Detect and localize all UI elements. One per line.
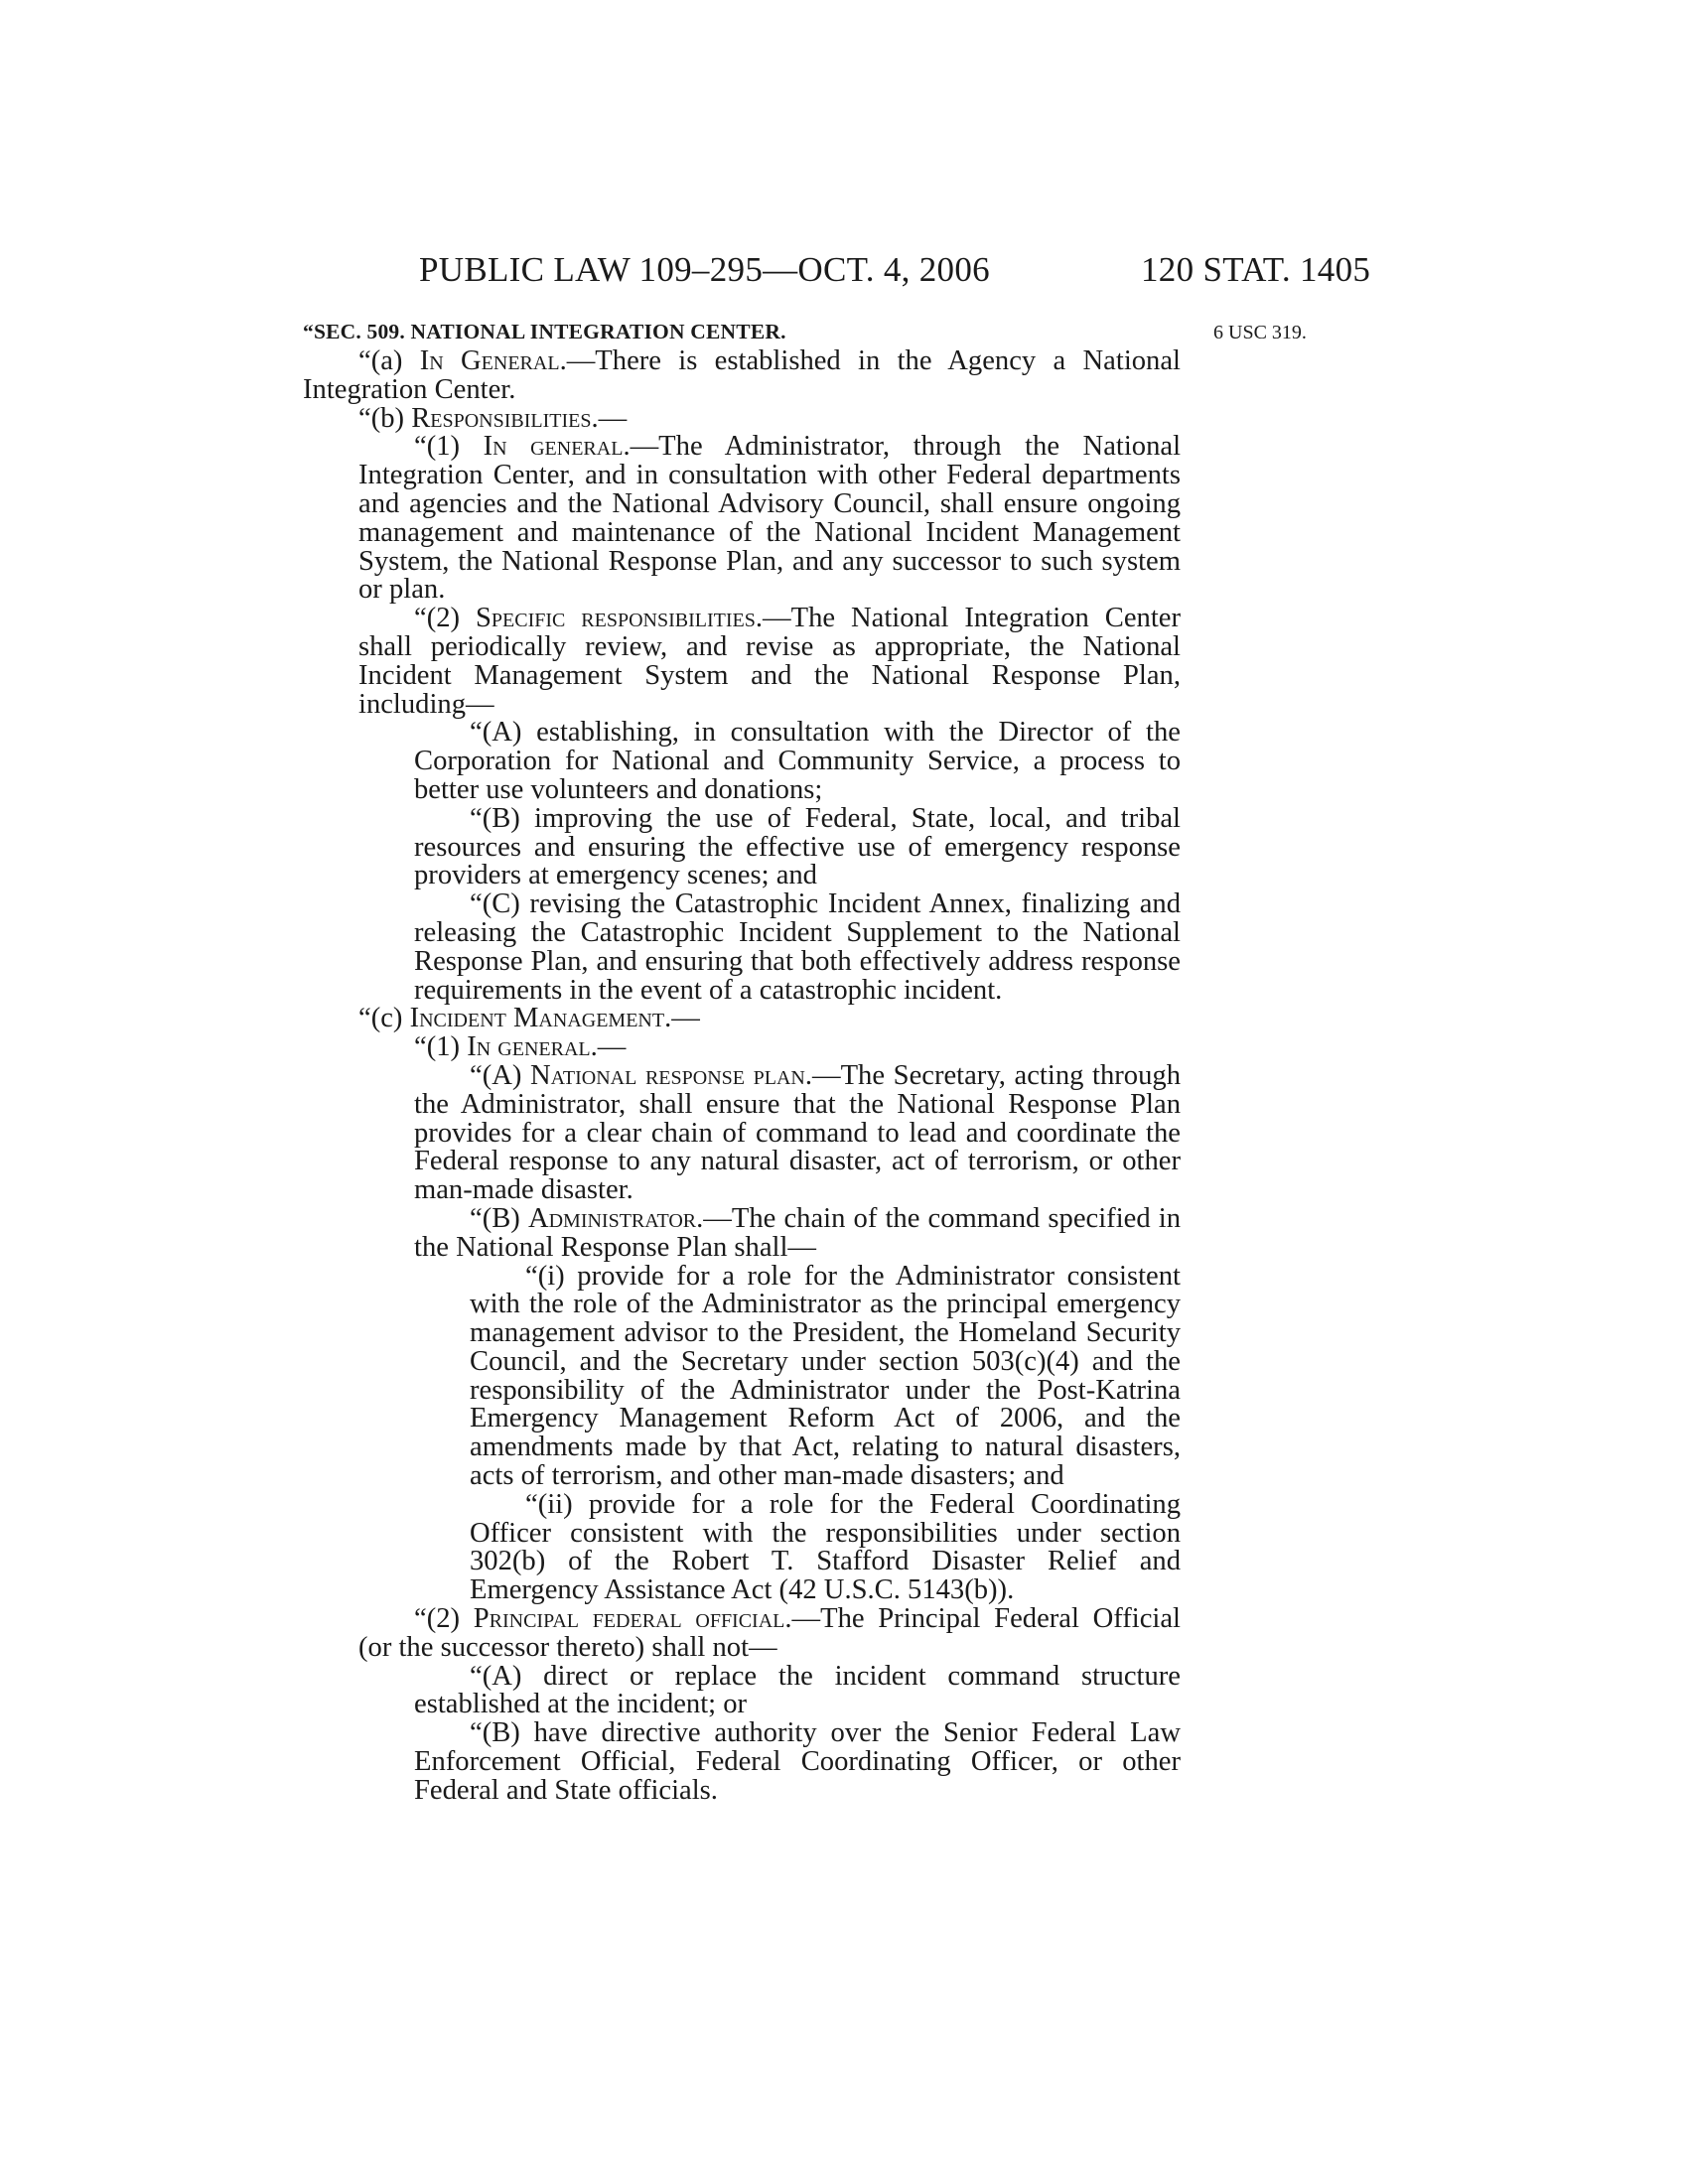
clause-c2A: “(A) direct or replace the incident command structure established at the incident; or xyxy=(414,1660,1181,1720)
clause-b2B: “(B) improving the use of Federal, State, local, and tribal resources and ensuring the effective use of emergency response providers at emergency scenes; and xyxy=(414,802,1181,891)
law-citation-header: PUBLIC LAW 109–295—OCT. 4, 2006 xyxy=(419,250,990,289)
usc-margin-note: 6 USC 319. xyxy=(1213,322,1307,343)
clause-c2B: “(B) have directive authority over the Senior Federal Law Enforcement Official, Federal Coordinating Officer, or other Federal and State officials. xyxy=(414,1717,1181,1806)
clause-b2A: “(A) establishing, in consultation with the Director of the Corporation for National and Community Service, a process to better use volunteers and donations; xyxy=(414,717,1181,805)
subsection-a: “(a) In General.—There is established in the Agency a National Integration Center. xyxy=(303,345,1181,405)
clause-c1A: “(A) National response plan.—The Secretary, acting through the Administrator, shall ensure that the National Response Plan provides for a clear chain of command to lead and coordinate the Federal response to any natural disaster, act of terrorism, or other man-made disaster. xyxy=(414,1059,1181,1206)
paragraph-c2: “(2) Principal federal official.—The Principal Federal Official (or the successor thereto) shall not— xyxy=(358,1603,1181,1663)
statute-page-number: 120 STAT. 1405 xyxy=(1141,250,1371,289)
clause-b2C: “(C) revising the Catastrophic Incident Annex, finalizing and releasing the Catastrophic Incident Supplement to the National Response Plan, and ensuring that both effectively address response requirements in the event of a catastrophic incident. xyxy=(414,888,1181,1006)
statute-body xyxy=(303,318,1181,1806)
subclause-c1Bi: “(i) provide for a role for the Administrator consistent with the role of the Administrator as the principal emergency management advisor to the President, the Homeland Security Council, and the Secretary under section 503(c)(4) and the responsibility of the Administrator under the Post-Katrina Emergency Management Reform Act of 2006, and the amendments made by that Act, relating to natural disasters, acts of terrorism, and other man-made disasters; and xyxy=(470,1260,1181,1492)
section-heading: “SEC. 509. NATIONAL INTEGRATION CENTER. xyxy=(303,320,786,343)
paragraph-b1: “(1) In general.—The Administrator, through the National Integration Center, and in consultation with other Federal departments and agencies and the National Advisory Council, shall ensure ongoing management and maintenance of the National Incident Management System, the National Response Plan, and any successor to such system or plan. xyxy=(358,431,1182,606)
paragraph-c1: “(1) In general.— xyxy=(414,1031,627,1063)
subsection-b: “(b) Responsibilities.— xyxy=(358,402,628,434)
running-head xyxy=(0,250,1688,290)
subclause-c1Bii: “(ii) provide for a role for the Federal Coordinating Officer consistent with the responsibilities under section 302(b) of the Robert T. Stafford Disaster Relief and Emergency Assistance Act (42 U.S.C. 5143(b)). xyxy=(470,1488,1181,1606)
paragraph-b2: “(2) Specific responsibilities.—The National Integration Center shall periodically review, and revise as appropriate, the National Incident Management System and the National Response Plan, including— xyxy=(358,603,1181,720)
clause-c1B: “(B) Administrator.—The chain of the command specified in the National Response Plan shall— xyxy=(414,1202,1181,1263)
subsection-c: “(c) Incident Management.— xyxy=(358,1003,700,1034)
